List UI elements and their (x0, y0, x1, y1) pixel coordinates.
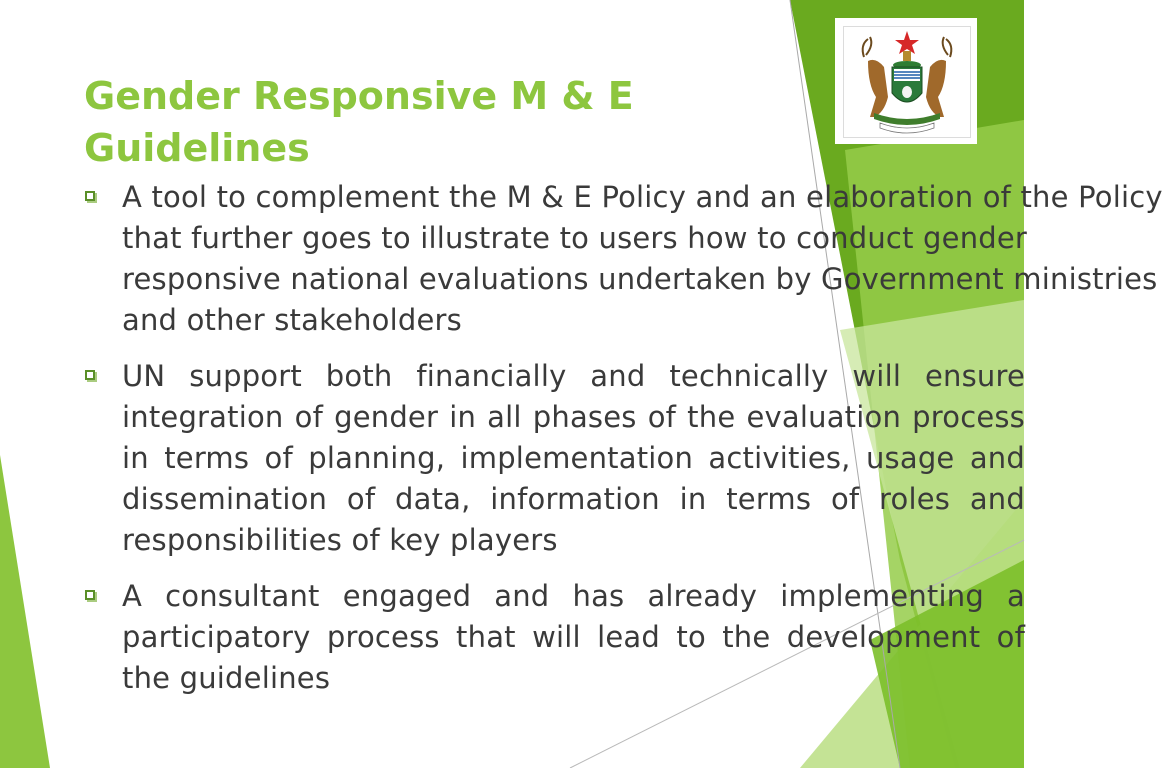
list-item (84, 576, 1164, 699)
list-item (84, 177, 1164, 341)
bullet-text: A tool to complement the M & E Policy and an elaboration of the Policy that further goes to illustrate to users how to conduct gender responsive national evaluations undertaken by Government ministries and other stakeholders (122, 180, 1163, 337)
bullet-text: UN support both financially and technically will ensure integration of gender in all phases of the evaluation process in terms of planning, implementation activities, usage and dissemination of data, information in terms of roles and responsibilities of key players (122, 359, 1025, 557)
slide-title (84, 70, 634, 174)
left-edge-stripe (0, 455, 50, 768)
zimbabwe-coat-of-arms-icon (843, 26, 971, 138)
hollow-square-bullet-icon (85, 191, 95, 201)
list-item (84, 356, 1164, 561)
bullet-text: A consultant engaged and has already implementing a participatory process that will lead to the development of the guidelines (122, 579, 1025, 695)
bullet-list (84, 177, 1164, 714)
hollow-square-bullet-icon (85, 590, 95, 600)
title-line-1: Gender Responsive M & E (84, 74, 634, 118)
title-line-2: Guidelines (84, 126, 310, 170)
hollow-square-bullet-icon (85, 370, 95, 380)
